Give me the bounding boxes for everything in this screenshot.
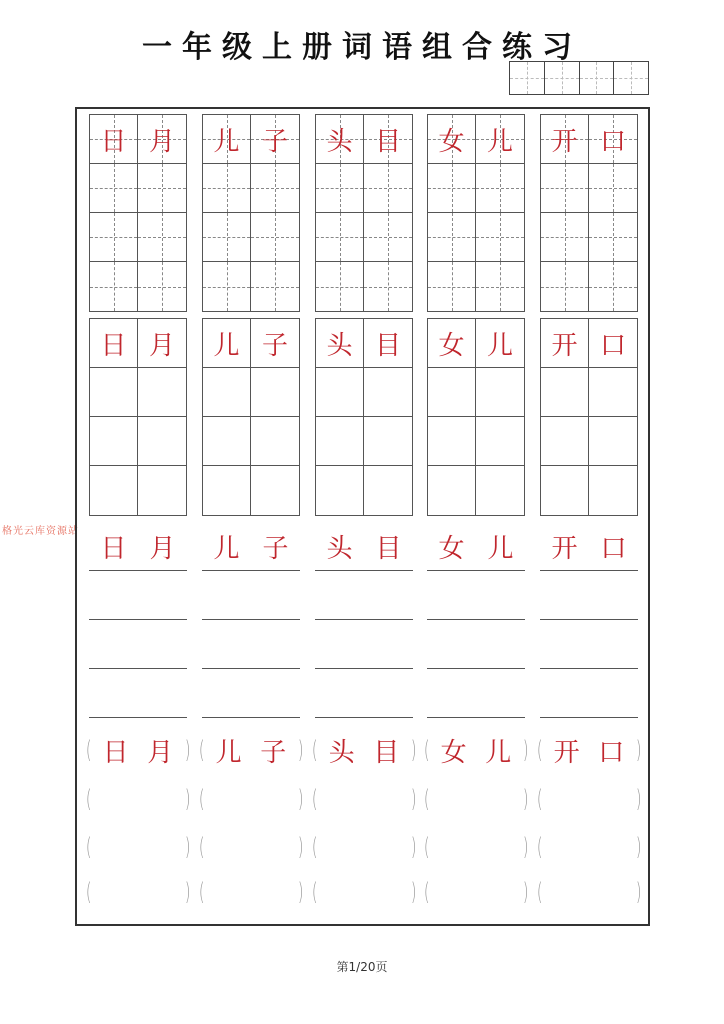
square-grid: [427, 318, 525, 516]
model-char-cell: [90, 115, 138, 164]
model-char-cell: [541, 115, 589, 164]
square-grid: [540, 318, 638, 516]
practice-cell[interactable]: [476, 368, 524, 417]
open-paren: (: [536, 736, 543, 764]
model-char: 口: [598, 737, 625, 768]
practice-cell[interactable]: [428, 417, 476, 466]
model-char: 子: [261, 126, 288, 157]
practice-cell[interactable]: [203, 417, 251, 466]
paren-blank[interactable]: [197, 779, 305, 819]
practice-cell[interactable]: [251, 368, 299, 417]
open-paren: (: [311, 736, 318, 764]
model-char: 儿: [486, 330, 513, 361]
practice-cell[interactable]: [203, 466, 251, 515]
model-char: 日: [100, 330, 127, 361]
practice-cell[interactable]: [251, 466, 299, 515]
practice-cell[interactable]: [316, 417, 364, 466]
practice-cell[interactable]: [138, 417, 186, 466]
paren-model-word: [310, 730, 418, 770]
model-char: 女: [440, 737, 467, 768]
paren-blank[interactable]: [422, 779, 530, 819]
close-paren: ): [635, 878, 642, 906]
paren-blank[interactable]: [310, 827, 418, 867]
practice-cell[interactable]: [541, 417, 589, 466]
practice-cell[interactable]: [203, 368, 251, 417]
practice-cell[interactable]: [316, 262, 364, 311]
close-paren: ): [184, 736, 191, 764]
model-char: 开: [551, 330, 578, 361]
name-writing-box[interactable]: [509, 61, 649, 95]
practice-cell[interactable]: [138, 164, 186, 213]
practice-cell[interactable]: [251, 213, 299, 262]
paren-model-word: [535, 730, 643, 770]
open-paren: (: [85, 736, 92, 764]
paren-content: [544, 732, 633, 769]
model-char: 开: [553, 737, 580, 768]
model-char-cell: [90, 319, 138, 368]
practice-cell[interactable]: [138, 262, 186, 311]
square-grid: [202, 318, 300, 516]
close-paren: ): [410, 878, 417, 906]
model-char: 儿: [487, 533, 514, 564]
open-paren: (: [311, 878, 318, 906]
paren-blank[interactable]: [84, 872, 192, 912]
model-char: 月: [147, 737, 174, 768]
practice-cell[interactable]: [316, 368, 364, 417]
writing-line[interactable]: [540, 619, 638, 620]
tianzige-grid: [540, 114, 638, 312]
practice-cell[interactable]: [90, 164, 138, 213]
model-char: 日: [100, 126, 127, 157]
model-char: 日: [100, 533, 127, 564]
paren-blank[interactable]: [197, 872, 305, 912]
model-char: 儿: [213, 126, 240, 157]
practice-cell[interactable]: [90, 368, 138, 417]
model-char: 女: [438, 330, 465, 361]
practice-cell[interactable]: [428, 213, 476, 262]
tianzige-grid: [315, 114, 413, 312]
practice-cell[interactable]: [90, 466, 138, 515]
practice-cell[interactable]: [428, 164, 476, 213]
practice-cell[interactable]: [316, 213, 364, 262]
practice-cell[interactable]: [541, 262, 589, 311]
practice-cell[interactable]: [203, 213, 251, 262]
close-paren: ): [184, 785, 191, 813]
writing-line[interactable]: [202, 717, 300, 718]
model-char-cell: [541, 319, 589, 368]
model-char: 头: [326, 330, 353, 361]
open-paren: (: [423, 833, 430, 861]
model-char-cell: [251, 115, 299, 164]
lined-model-word: [89, 526, 187, 566]
lined-model-word: [540, 526, 638, 566]
open-paren: (: [536, 833, 543, 861]
paren-blank[interactable]: [84, 779, 192, 819]
writing-line[interactable]: [202, 570, 300, 571]
name-cell[interactable]: [545, 62, 580, 94]
model-char-cell: [364, 319, 412, 368]
tianzige-grid: [89, 114, 187, 312]
model-char: 子: [262, 533, 289, 564]
model-char-cell: [364, 115, 412, 164]
practice-cell[interactable]: [138, 213, 186, 262]
practice-cell[interactable]: [541, 213, 589, 262]
writing-line[interactable]: [89, 619, 187, 620]
model-char-cell: [428, 115, 476, 164]
paren-blank[interactable]: [197, 827, 305, 867]
model-char: 月: [149, 533, 176, 564]
close-paren: ): [297, 785, 304, 813]
practice-cell[interactable]: [203, 164, 251, 213]
model-char: 儿: [485, 737, 512, 768]
practice-cell[interactable]: [476, 262, 524, 311]
model-char-cell: [138, 115, 186, 164]
open-paren: (: [536, 878, 543, 906]
model-char: 女: [438, 533, 465, 564]
name-cell[interactable]: [614, 62, 648, 94]
open-paren: (: [85, 878, 92, 906]
model-char: 目: [374, 330, 401, 361]
model-char-cell: [589, 319, 637, 368]
practice-cell[interactable]: [589, 213, 637, 262]
close-paren: ): [410, 833, 417, 861]
model-char-cell: [476, 115, 524, 164]
open-paren: (: [85, 785, 92, 813]
model-char: 子: [261, 330, 288, 361]
open-paren: (: [198, 833, 205, 861]
square-grid: [89, 318, 187, 516]
model-char: 口: [600, 533, 627, 564]
model-char-cell: [203, 115, 251, 164]
model-char: 儿: [486, 126, 513, 157]
practice-cell[interactable]: [364, 368, 412, 417]
writing-line[interactable]: [427, 668, 525, 669]
model-char: 日: [102, 737, 129, 768]
close-paren: ): [184, 878, 191, 906]
paren-blank[interactable]: [422, 827, 530, 867]
practice-cell[interactable]: [316, 164, 364, 213]
model-char: 开: [551, 126, 578, 157]
model-char-cell: [251, 319, 299, 368]
paren-blank[interactable]: [84, 827, 192, 867]
practice-cell[interactable]: [364, 262, 412, 311]
close-paren: ): [635, 833, 642, 861]
close-paren: ): [635, 736, 642, 764]
writing-line[interactable]: [427, 570, 525, 571]
writing-line[interactable]: [540, 717, 638, 718]
close-paren: ): [522, 785, 529, 813]
writing-line[interactable]: [540, 668, 638, 669]
practice-cell[interactable]: [589, 466, 637, 515]
open-paren: (: [311, 833, 318, 861]
practice-cell[interactable]: [541, 368, 589, 417]
practice-cell[interactable]: [428, 262, 476, 311]
lined-model-word: [202, 526, 300, 566]
paren-content: [93, 732, 182, 769]
practice-cell[interactable]: [90, 262, 138, 311]
paren-blank[interactable]: [310, 872, 418, 912]
model-char-cell: [428, 319, 476, 368]
paren-blank[interactable]: [535, 779, 643, 819]
practice-cell[interactable]: [138, 466, 186, 515]
practice-cell[interactable]: [541, 164, 589, 213]
paren-content: [431, 732, 520, 769]
paren-blank[interactable]: [535, 827, 643, 867]
writing-line[interactable]: [540, 570, 638, 571]
close-paren: ): [410, 785, 417, 813]
practice-cell[interactable]: [364, 213, 412, 262]
paren-content: [206, 732, 295, 769]
practice-cell[interactable]: [476, 417, 524, 466]
writing-line[interactable]: [315, 570, 413, 571]
model-char-cell: [476, 319, 524, 368]
open-paren: (: [423, 878, 430, 906]
watermark: 格光云库资源站: [2, 526, 79, 537]
practice-cell[interactable]: [428, 466, 476, 515]
model-char-cell: [138, 319, 186, 368]
practice-cell[interactable]: [589, 164, 637, 213]
model-char: 月: [148, 330, 175, 361]
close-paren: ): [410, 736, 417, 764]
model-char: 儿: [215, 737, 242, 768]
model-char: 子: [260, 737, 287, 768]
practice-cell[interactable]: [203, 262, 251, 311]
open-paren: (: [311, 785, 318, 813]
model-char: 儿: [213, 330, 240, 361]
name-cell[interactable]: [510, 62, 545, 94]
model-char: 目: [373, 737, 400, 768]
writing-line[interactable]: [427, 619, 525, 620]
writing-line[interactable]: [315, 619, 413, 620]
paren-blank[interactable]: [310, 779, 418, 819]
model-char-cell: [316, 115, 364, 164]
model-char: 月: [148, 126, 175, 157]
page-number: 第1/20页: [336, 960, 388, 974]
practice-cell[interactable]: [251, 262, 299, 311]
practice-cell[interactable]: [90, 417, 138, 466]
paren-content: [319, 732, 408, 769]
paren-model-word: [84, 730, 192, 770]
open-paren: (: [85, 833, 92, 861]
practice-cell[interactable]: [90, 213, 138, 262]
model-char-cell: [203, 319, 251, 368]
practice-cell[interactable]: [476, 164, 524, 213]
model-char: 头: [328, 737, 355, 768]
model-char: 目: [374, 126, 401, 157]
model-char: 口: [599, 126, 626, 157]
close-paren: ): [522, 878, 529, 906]
model-char: 头: [326, 126, 353, 157]
open-paren: (: [423, 736, 430, 764]
page-title: 一年级上册词语组合练习: [142, 30, 582, 65]
paren-model-word: [422, 730, 530, 770]
practice-cell[interactable]: [364, 466, 412, 515]
practice-cell[interactable]: [476, 213, 524, 262]
writing-line[interactable]: [89, 717, 187, 718]
writing-line[interactable]: [89, 570, 187, 571]
practice-cell[interactable]: [476, 466, 524, 515]
model-char-cell: [316, 319, 364, 368]
paren-blank[interactable]: [535, 872, 643, 912]
square-grid: [315, 318, 413, 516]
practice-cell[interactable]: [589, 368, 637, 417]
practice-cell[interactable]: [589, 262, 637, 311]
writing-line[interactable]: [89, 668, 187, 669]
paren-model-word: [197, 730, 305, 770]
open-paren: (: [198, 878, 205, 906]
lined-model-word: [315, 526, 413, 566]
practice-cell[interactable]: [428, 368, 476, 417]
practice-cell[interactable]: [364, 417, 412, 466]
lined-model-word: [427, 526, 525, 566]
close-paren: ): [297, 736, 304, 764]
practice-cell[interactable]: [316, 466, 364, 515]
open-paren: (: [423, 785, 430, 813]
open-paren: (: [536, 785, 543, 813]
practice-cell[interactable]: [251, 164, 299, 213]
close-paren: ): [635, 785, 642, 813]
close-paren: ): [184, 833, 191, 861]
close-paren: ): [297, 878, 304, 906]
model-char-cell: [589, 115, 637, 164]
model-char: 儿: [213, 533, 240, 564]
paren-blank[interactable]: [422, 872, 530, 912]
model-char: 开: [551, 533, 578, 564]
name-cell[interactable]: [580, 62, 615, 94]
model-char: 女: [438, 126, 465, 157]
open-paren: (: [198, 785, 205, 813]
writing-line[interactable]: [202, 619, 300, 620]
practice-cell[interactable]: [364, 164, 412, 213]
practice-cell[interactable]: [541, 466, 589, 515]
practice-cell[interactable]: [589, 417, 637, 466]
practice-cell[interactable]: [251, 417, 299, 466]
model-char: 头: [326, 533, 353, 564]
close-paren: ): [522, 833, 529, 861]
tianzige-grid: [427, 114, 525, 312]
writing-line[interactable]: [202, 668, 300, 669]
close-paren: ): [522, 736, 529, 764]
close-paren: ): [297, 833, 304, 861]
writing-line[interactable]: [315, 668, 413, 669]
open-paren: (: [198, 736, 205, 764]
writing-line[interactable]: [427, 717, 525, 718]
writing-line[interactable]: [315, 717, 413, 718]
model-char: 口: [599, 330, 626, 361]
model-char: 目: [375, 533, 402, 564]
tianzige-grid: [202, 114, 300, 312]
practice-cell[interactable]: [138, 368, 186, 417]
